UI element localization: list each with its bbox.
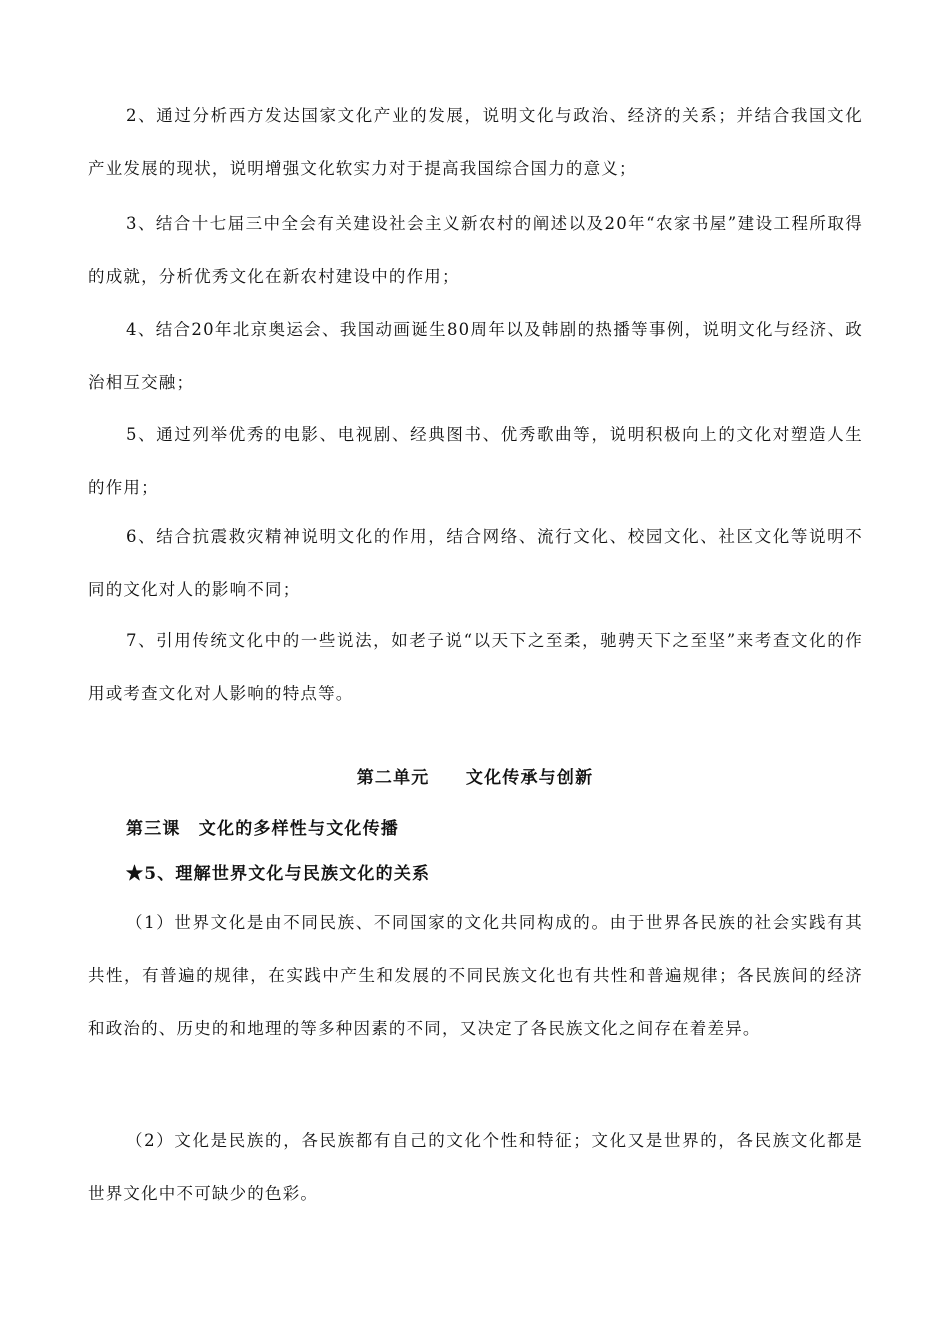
- list-item-7: 7、引用传统文化中的一些说法，如老子说“以天下之至柔，驰骋天下之至坚”来考查文化的作用或考查文化对人影响的特点等。: [88, 631, 863, 703]
- lesson-title: 第三课 文化的多样性与文化传播: [126, 819, 399, 839]
- list-item-2: 2、通过分析西方发达国家文化产业的发展，说明文化与政治、经济的关系；并结合我国文化产业发展的现状，说明增强文化软实力对于提高我国综合国力的意义；: [88, 106, 863, 178]
- body-paragraph-1: （1）世界文化是由不同民族、不同国家的文化共同构成的。由于世界各民族的社会实践有其共性，有普遍的规律，在实践中产生和发展的不同民族文化也有共性和普遍规律；各民族间的经济和政治的、历史的和地理的等多种因素的不同，又决定了各民族文化之间存在着差异。: [88, 913, 863, 1038]
- list-item-3: 3、结合十七届三中全会有关建设社会主义新农村的阐述以及20年“农家书屋”建设工程所取得的成就，分析优秀文化在新农村建设中的作用；: [88, 214, 863, 286]
- unit-title: 第二单元 文化传承与创新: [356, 768, 594, 788]
- topic-title: ★5、理解世界文化与民族文化的关系: [126, 864, 431, 884]
- body-paragraph-2: （2）文化是民族的，各民族都有自己的文化个性和特征；文化又是世界的，各民族文化都是世界文化中不可缺少的色彩。: [88, 1131, 863, 1203]
- list-item-5: 5、通过列举优秀的电影、电视剧、经典图书、优秀歌曲等，说明积极向上的文化对塑造人生的作用；: [88, 425, 863, 497]
- list-item-4: 4、结合20年北京奥运会、我国动画诞生80周年以及韩剧的热播等事例，说明文化与经济、政治相互交融；: [88, 320, 863, 392]
- list-item-6: 6、结合抗震救灾精神说明文化的作用，结合网络、流行文化、校园文化、社区文化等说明不同的文化对人的影响不同；: [88, 527, 863, 599]
